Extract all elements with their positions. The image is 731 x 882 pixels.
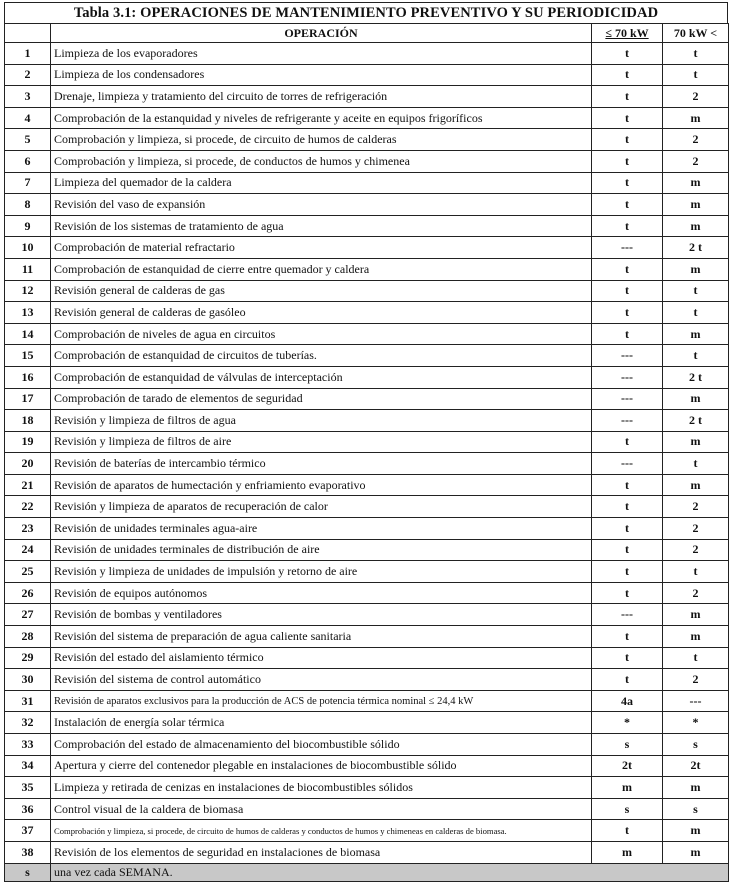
table-row [5, 302, 729, 324]
table-row [5, 410, 729, 432]
row-frequency-small: --- [592, 388, 663, 410]
row-operation: Limpieza de los condensadores [51, 64, 592, 86]
table-row [5, 820, 729, 842]
row-operation: Control visual de la caldera de biomasa [51, 798, 592, 820]
row-number: 34 [5, 755, 51, 777]
table-row [5, 453, 729, 475]
row-frequency-large: m [663, 604, 729, 626]
row-operation: Revisión de equipos autónomos [51, 582, 592, 604]
row-operation: Revisión general de calderas de gas [51, 280, 592, 302]
row-frequency-small: t [592, 64, 663, 86]
row-frequency-large: 2 [663, 518, 729, 540]
row-operation: Comprobación de tarado de elementos de seguridad [51, 388, 592, 410]
row-number: 16 [5, 366, 51, 388]
row-number: 11 [5, 258, 51, 280]
row-frequency-large: 2 [663, 129, 729, 151]
table-row [5, 582, 729, 604]
row-operation: Revisión y limpieza de unidades de impulsión y retorno de aire [51, 561, 592, 583]
row-operation: Comprobación de la estanquidad y niveles de refrigerante y aceite en equipos frigoríficos [51, 107, 592, 129]
row-operation: Comprobación de estanquidad de válvulas de interceptación [51, 366, 592, 388]
table-row [5, 345, 729, 367]
row-frequency-large: m [663, 215, 729, 237]
row-frequency-small: m [592, 841, 663, 863]
row-frequency-small: 2t [592, 755, 663, 777]
row-operation: Revisión de aparatos exclusivos para la producción de ACS de potencia térmica nominal ≤ 24,4 kW [51, 690, 592, 712]
row-frequency-large: 2 t [663, 410, 729, 432]
row-number: 15 [5, 345, 51, 367]
row-number: 25 [5, 561, 51, 583]
row-number: 10 [5, 237, 51, 259]
row-frequency-small: t [592, 280, 663, 302]
row-frequency-large: m [663, 474, 729, 496]
table-row [5, 64, 729, 86]
table-title: Tabla 3.1: OPERACIONES DE MANTENIMIENTO PREVENTIVO Y SU PERIODICIDAD [4, 2, 728, 23]
row-frequency-small: t [592, 820, 663, 842]
row-frequency-large: 2t [663, 755, 729, 777]
row-number: 7 [5, 172, 51, 194]
row-frequency-small: t [592, 215, 663, 237]
table-row [5, 366, 729, 388]
row-number: 8 [5, 194, 51, 216]
row-number: 37 [5, 820, 51, 842]
row-number: 27 [5, 604, 51, 626]
table-row [5, 323, 729, 345]
row-number: 29 [5, 647, 51, 669]
row-frequency-large: m [663, 388, 729, 410]
row-frequency-large: m [663, 777, 729, 799]
row-operation: Limpieza de los evaporadores [51, 43, 592, 65]
table-row [5, 86, 729, 108]
row-frequency-small: --- [592, 410, 663, 432]
table-row [5, 388, 729, 410]
row-frequency-small: 4a [592, 690, 663, 712]
table-row [5, 669, 729, 691]
row-frequency-small: --- [592, 237, 663, 259]
row-number: 2 [5, 64, 51, 86]
table-row [5, 561, 729, 583]
table-row [5, 496, 729, 518]
legend-code: s [5, 863, 51, 881]
table-row [5, 690, 729, 712]
row-operation: Revisión del sistema de control automático [51, 669, 592, 691]
row-number: 3 [5, 86, 51, 108]
row-operation: Comprobación de material refractario [51, 237, 592, 259]
row-frequency-small: t [592, 43, 663, 65]
row-operation: Instalación de energía solar térmica [51, 712, 592, 734]
table-row [5, 194, 729, 216]
row-frequency-large: s [663, 798, 729, 820]
row-number: 17 [5, 388, 51, 410]
table-row [5, 258, 729, 280]
table-row [5, 129, 729, 151]
table-row [5, 712, 729, 734]
row-frequency-large: 2 [663, 86, 729, 108]
row-operation: Revisión de los elementos de seguridad en instalaciones de biomasa [51, 841, 592, 863]
row-number: 35 [5, 777, 51, 799]
table-row [5, 107, 729, 129]
row-operation: Revisión del sistema de preparación de agua caliente sanitaria [51, 626, 592, 648]
row-frequency-small: t [592, 561, 663, 583]
header-small-power [592, 24, 663, 43]
table-row [5, 150, 729, 172]
row-frequency-large: t [663, 280, 729, 302]
table-row [5, 539, 729, 561]
row-frequency-large: --- [663, 690, 729, 712]
row-number: 12 [5, 280, 51, 302]
table-row [5, 647, 729, 669]
row-frequency-large: m [663, 258, 729, 280]
row-number: 1 [5, 43, 51, 65]
row-frequency-small: t [592, 172, 663, 194]
row-frequency-small: --- [592, 366, 663, 388]
row-frequency-small: t [592, 474, 663, 496]
row-operation: Revisión y limpieza de filtros de agua [51, 410, 592, 432]
table-row [5, 798, 729, 820]
row-operation: Revisión de baterías de intercambio térmico [51, 453, 592, 475]
row-number: 9 [5, 215, 51, 237]
row-number: 4 [5, 107, 51, 129]
row-frequency-small: t [592, 496, 663, 518]
row-frequency-small: * [592, 712, 663, 734]
table-row [5, 431, 729, 453]
row-frequency-large: t [663, 561, 729, 583]
row-frequency-small: t [592, 323, 663, 345]
row-operation: Revisión de unidades terminales de distribución de aire [51, 539, 592, 561]
row-operation: Revisión y limpieza de filtros de aire [51, 431, 592, 453]
row-frequency-small: t [592, 626, 663, 648]
row-operation: Revisión del estado del aislamiento térmico [51, 647, 592, 669]
table-row [5, 237, 729, 259]
row-operation: Comprobación y limpieza, si procede, de conductos de humos y chimenea [51, 150, 592, 172]
row-frequency-small: t [592, 539, 663, 561]
row-operation: Revisión y limpieza de aparatos de recuperación de calor [51, 496, 592, 518]
row-number: 13 [5, 302, 51, 324]
table-row [5, 604, 729, 626]
row-frequency-large: s [663, 734, 729, 756]
row-frequency-small: --- [592, 604, 663, 626]
row-frequency-large: 2 [663, 496, 729, 518]
row-operation: Comprobación y limpieza, si procede, de circuito de humos de calderas [51, 129, 592, 151]
row-number: 31 [5, 690, 51, 712]
table-header-row [5, 24, 729, 43]
row-frequency-large: m [663, 323, 729, 345]
row-operation: Revisión general de calderas de gasóleo [51, 302, 592, 324]
row-number: 30 [5, 669, 51, 691]
row-number: 14 [5, 323, 51, 345]
row-frequency-small: t [592, 258, 663, 280]
table-row [5, 777, 729, 799]
row-number: 38 [5, 841, 51, 863]
row-operation: Revisión de aparatos de humectación y enfriamiento evaporativo [51, 474, 592, 496]
row-number: 24 [5, 539, 51, 561]
row-frequency-large: 2 [663, 150, 729, 172]
row-frequency-small: t [592, 107, 663, 129]
row-number: 20 [5, 453, 51, 475]
row-frequency-large: m [663, 626, 729, 648]
row-frequency-small: t [592, 150, 663, 172]
table-row [5, 626, 729, 648]
row-number: 22 [5, 496, 51, 518]
row-frequency-small: t [592, 518, 663, 540]
row-operation: Revisión de bombas y ventiladores [51, 604, 592, 626]
table-row [5, 172, 729, 194]
row-frequency-small: t [592, 431, 663, 453]
row-operation: Drenaje, limpieza y tratamiento del circuito de torres de refrigeración [51, 86, 592, 108]
row-operation: Limpieza y retirada de cenizas en instalaciones de biocombustibles sólidos [51, 777, 592, 799]
row-frequency-large: m [663, 431, 729, 453]
table-row [5, 841, 729, 863]
row-frequency-large: t [663, 43, 729, 65]
legend-text: una vez cada SEMANA. [51, 863, 729, 881]
row-number: 36 [5, 798, 51, 820]
row-operation: Comprobación y limpieza, si procede, de circuito de humos de calderas y conductos de humos y chimeneas en calderas de biomasa. [51, 820, 592, 842]
row-frequency-small: s [592, 798, 663, 820]
row-frequency-large: 2 [663, 539, 729, 561]
row-frequency-small: --- [592, 345, 663, 367]
row-number: 5 [5, 129, 51, 151]
row-frequency-small: t [592, 647, 663, 669]
row-operation: Comprobación de estanquidad de circuitos de tuberías. [51, 345, 592, 367]
row-frequency-large: 2 t [663, 366, 729, 388]
row-frequency-large: t [663, 345, 729, 367]
row-frequency-small: t [592, 129, 663, 151]
row-frequency-small: t [592, 302, 663, 324]
row-operation: Limpieza del quemador de la caldera [51, 172, 592, 194]
table-row [5, 518, 729, 540]
row-frequency-large: t [663, 647, 729, 669]
row-operation: Revisión del vaso de expansión [51, 194, 592, 216]
row-frequency-large: 2 [663, 669, 729, 691]
row-number: 26 [5, 582, 51, 604]
row-operation: Revisión de unidades terminales agua-aire [51, 518, 592, 540]
table-row [5, 215, 729, 237]
row-operation: Comprobación de estanquidad de cierre entre quemador y caldera [51, 258, 592, 280]
header-small-power-label: ≤ 70 kW [605, 25, 649, 40]
maintenance-table [4, 23, 729, 882]
header-number [5, 24, 51, 43]
table-row [5, 474, 729, 496]
row-frequency-large: t [663, 453, 729, 475]
legend-row [5, 863, 729, 881]
row-number: 32 [5, 712, 51, 734]
row-frequency-large: 2 [663, 582, 729, 604]
row-frequency-small: --- [592, 453, 663, 475]
table-row [5, 280, 729, 302]
row-frequency-large: m [663, 820, 729, 842]
row-frequency-small: m [592, 777, 663, 799]
row-number: 23 [5, 518, 51, 540]
row-operation: Comprobación de niveles de agua en circuitos [51, 323, 592, 345]
table-body [5, 43, 729, 882]
row-number: 18 [5, 410, 51, 432]
row-number: 21 [5, 474, 51, 496]
row-frequency-small: t [592, 194, 663, 216]
row-number: 28 [5, 626, 51, 648]
row-frequency-small: t [592, 669, 663, 691]
row-operation: Comprobación del estado de almacenamiento del biocombustible sólido [51, 734, 592, 756]
row-frequency-large: m [663, 107, 729, 129]
row-frequency-large: t [663, 64, 729, 86]
row-frequency-large: m [663, 194, 729, 216]
table-row [5, 734, 729, 756]
row-operation: Revisión de los sistemas de tratamiento de agua [51, 215, 592, 237]
row-number: 33 [5, 734, 51, 756]
header-operation: OPERACIÓN [51, 24, 592, 43]
header-large-power: 70 kW < [663, 24, 729, 43]
row-frequency-small: t [592, 86, 663, 108]
row-operation: Apertura y cierre del contenedor plegable en instalaciones de biocombustible sólido [51, 755, 592, 777]
table-row [5, 755, 729, 777]
row-frequency-large: t [663, 302, 729, 324]
row-number: 19 [5, 431, 51, 453]
row-number: 6 [5, 150, 51, 172]
row-frequency-small: t [592, 582, 663, 604]
row-frequency-large: 2 t [663, 237, 729, 259]
row-frequency-small: s [592, 734, 663, 756]
maintenance-table-container [4, 2, 728, 882]
table-row [5, 43, 729, 65]
row-frequency-large: m [663, 841, 729, 863]
row-frequency-large: m [663, 172, 729, 194]
row-frequency-large: * [663, 712, 729, 734]
